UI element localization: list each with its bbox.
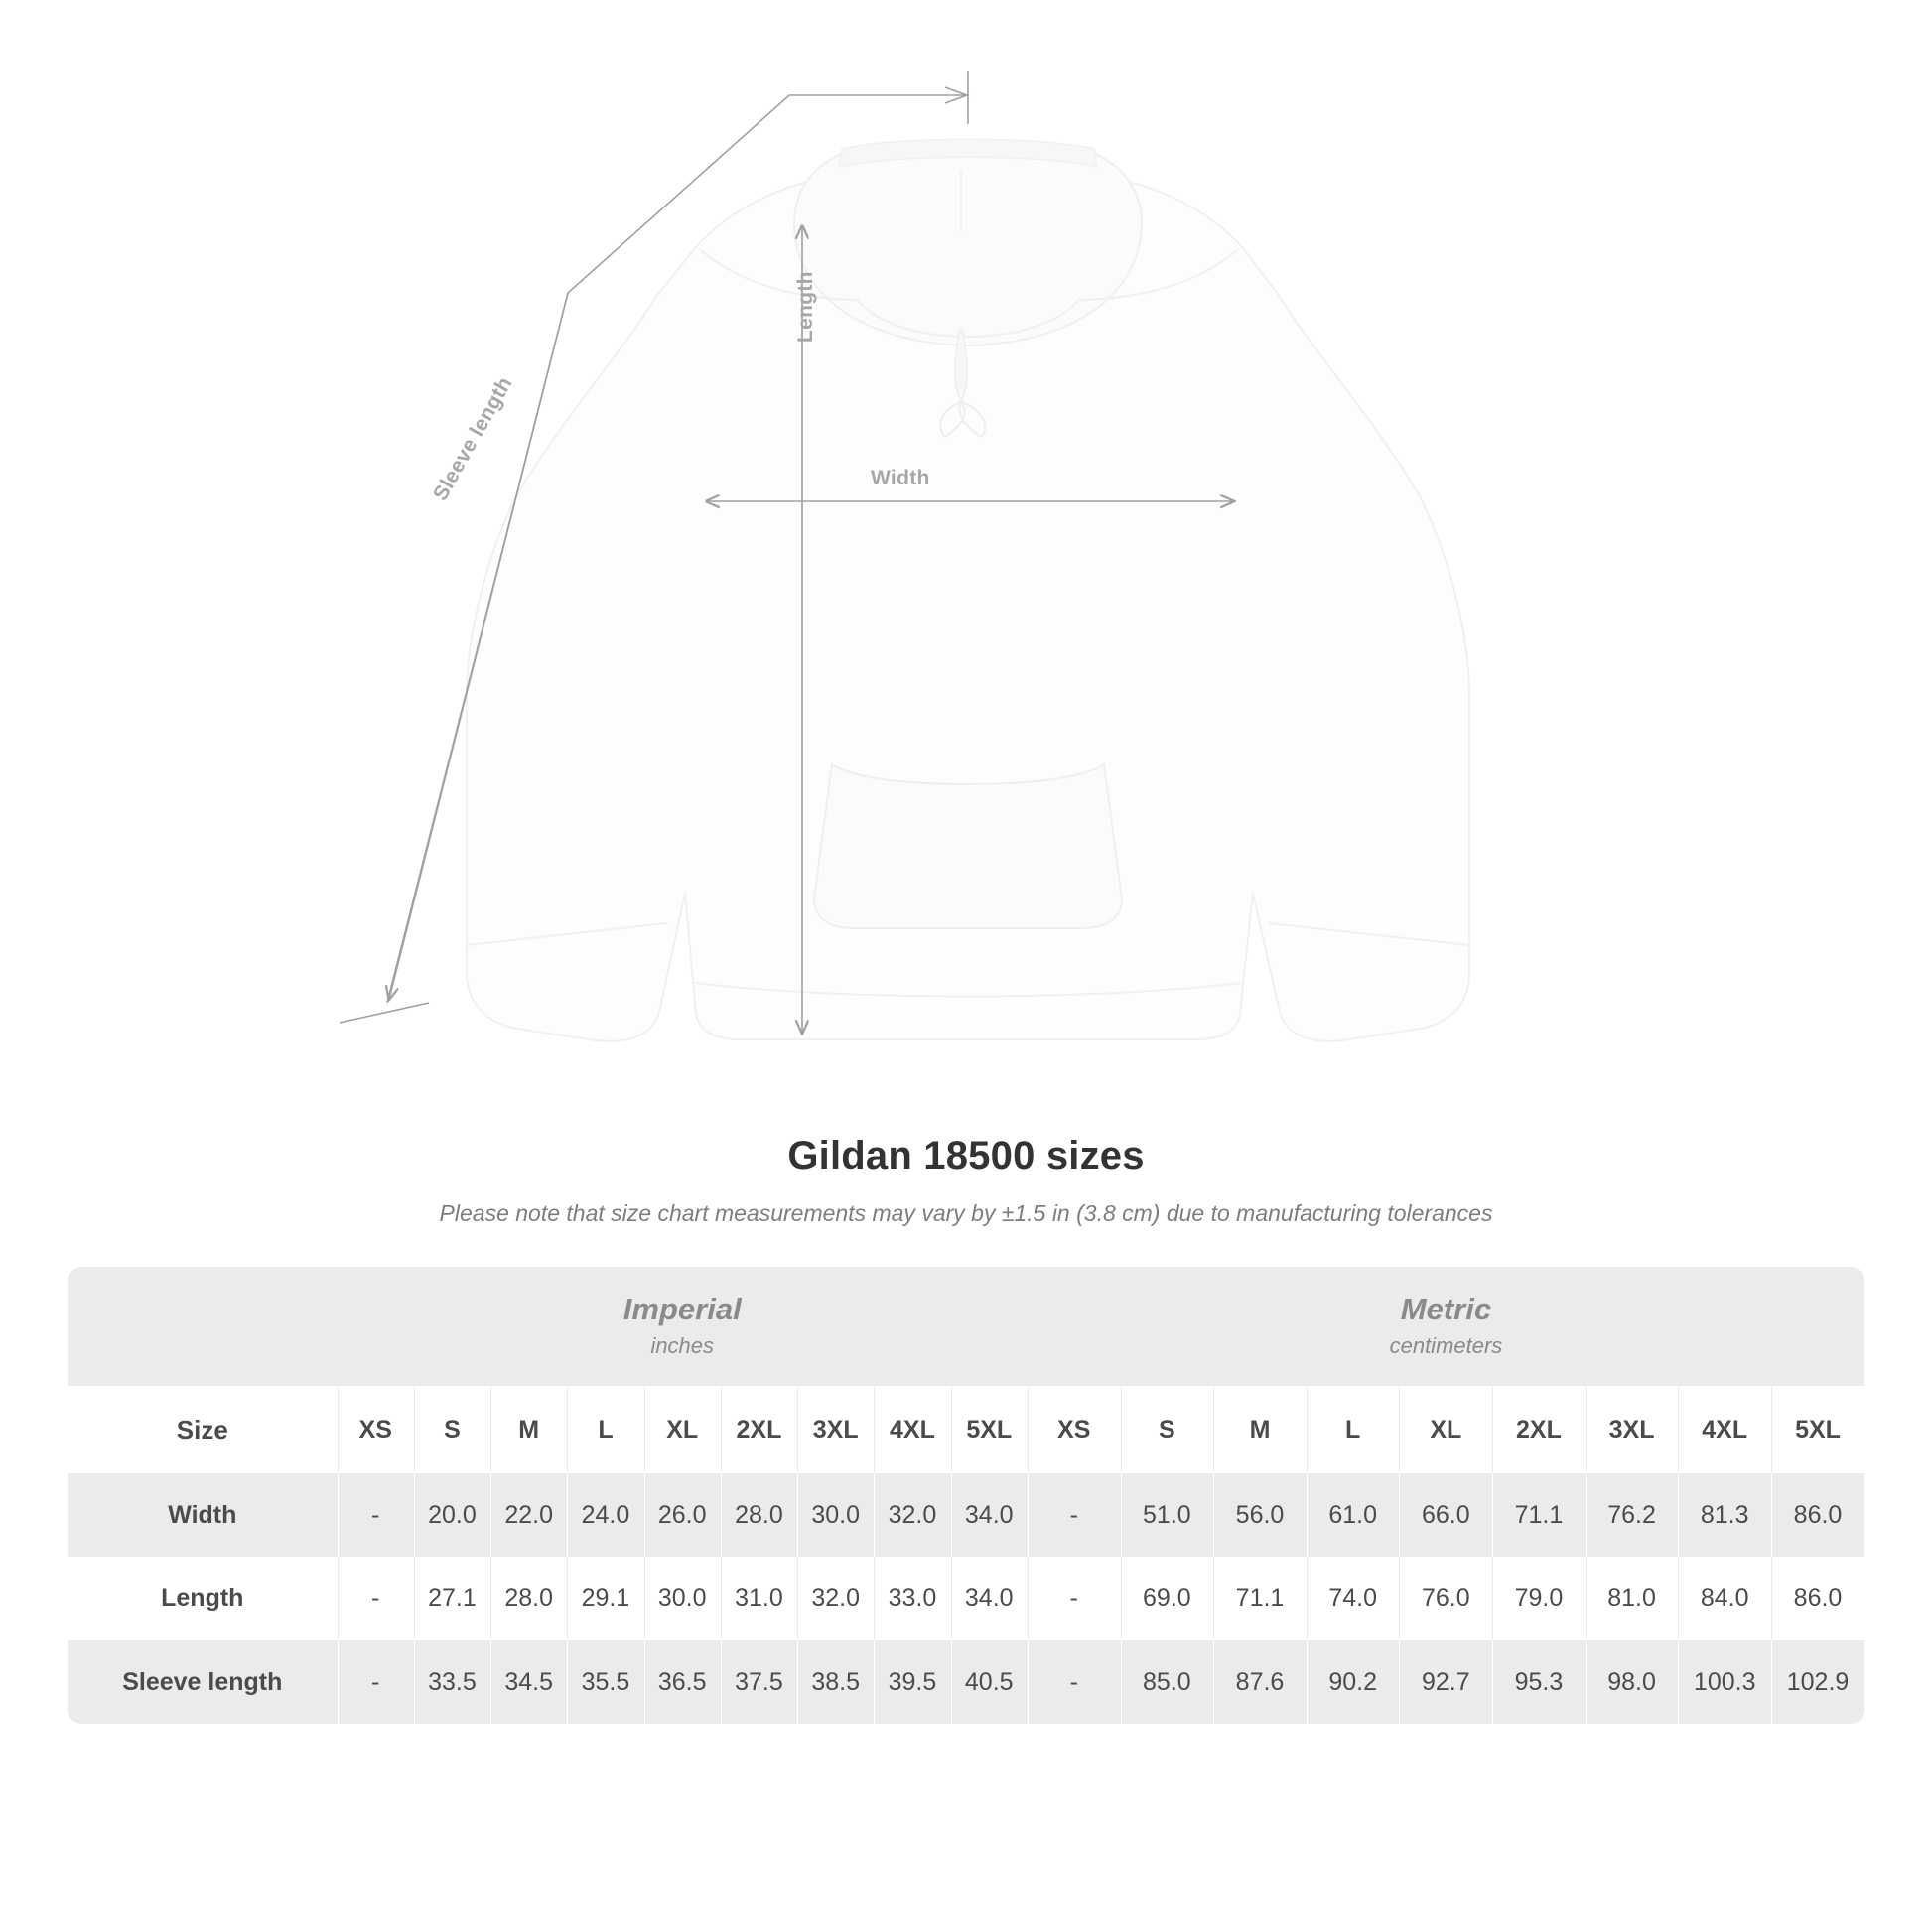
cell-sleeve-metric-s: 85.0 bbox=[1121, 1640, 1214, 1724]
size-header-metric-s: S bbox=[1121, 1386, 1214, 1473]
cell-length-metric-l: 74.0 bbox=[1307, 1557, 1400, 1640]
size-chart-table bbox=[68, 1267, 1864, 1724]
size-header-imperial-xs: XS bbox=[338, 1386, 414, 1473]
cell-length-metric-3xl: 81.0 bbox=[1586, 1557, 1679, 1640]
length-dimension-label: Length bbox=[794, 271, 817, 343]
cell-width-imperial-s: 20.0 bbox=[414, 1473, 490, 1557]
system-name-metric: Metric bbox=[1400, 1292, 1492, 1327]
cell-width-imperial-4xl: 32.0 bbox=[874, 1473, 950, 1557]
system-unit-metric: centimeters bbox=[1389, 1332, 1503, 1358]
size-header-metric-3xl: 3XL bbox=[1586, 1386, 1679, 1473]
cell-width-metric-5xl: 86.0 bbox=[1771, 1473, 1864, 1557]
cell-sleeve-imperial-l: 35.5 bbox=[567, 1640, 643, 1724]
cell-length-imperial-l: 29.1 bbox=[567, 1557, 643, 1640]
table-row-sleeve-length bbox=[68, 1640, 1864, 1724]
cell-sleeve-imperial-s: 33.5 bbox=[414, 1640, 490, 1724]
system-header-spacer bbox=[68, 1267, 338, 1386]
row-label-width: Width bbox=[68, 1473, 338, 1557]
cell-width-metric-m: 56.0 bbox=[1213, 1473, 1307, 1557]
cell-width-metric-2xl: 71.1 bbox=[1492, 1473, 1586, 1557]
cell-sleeve-imperial-5xl: 40.5 bbox=[951, 1640, 1028, 1724]
cell-length-imperial-4xl: 33.0 bbox=[874, 1557, 950, 1640]
size-header-imperial-xl: XL bbox=[644, 1386, 721, 1473]
cell-width-imperial-l: 24.0 bbox=[567, 1473, 643, 1557]
width-dimension-label: Width bbox=[871, 467, 930, 489]
cell-width-imperial-xl: 26.0 bbox=[644, 1473, 721, 1557]
cell-length-metric-5xl: 86.0 bbox=[1771, 1557, 1864, 1640]
cell-width-metric-s: 51.0 bbox=[1121, 1473, 1214, 1557]
cell-length-metric-m: 71.1 bbox=[1213, 1557, 1307, 1640]
table-system-header-row bbox=[68, 1267, 1864, 1386]
cell-sleeve-metric-l: 90.2 bbox=[1307, 1640, 1400, 1724]
cell-length-imperial-xl: 30.0 bbox=[644, 1557, 721, 1640]
cell-width-metric-xl: 66.0 bbox=[1399, 1473, 1492, 1557]
cell-width-metric-xs: - bbox=[1028, 1473, 1121, 1557]
size-table-wrapper bbox=[68, 1267, 1864, 1724]
table-row-length bbox=[68, 1557, 1864, 1640]
cell-sleeve-imperial-4xl: 39.5 bbox=[874, 1640, 950, 1724]
cell-width-imperial-3xl: 30.0 bbox=[797, 1473, 874, 1557]
cell-width-imperial-5xl: 34.0 bbox=[951, 1473, 1028, 1557]
cell-length-metric-4xl: 84.0 bbox=[1678, 1557, 1771, 1640]
cell-sleeve-metric-5xl: 102.9 bbox=[1771, 1640, 1864, 1724]
table-size-header-row bbox=[68, 1386, 1864, 1473]
cell-length-metric-s: 69.0 bbox=[1121, 1557, 1214, 1640]
tolerance-note: Please note that size chart measurements may vary by ±1.5 in (3.8 cm) due to manufacturing tolerances bbox=[439, 1200, 1493, 1226]
row-label-length: Length bbox=[68, 1557, 338, 1640]
size-header-imperial-s: S bbox=[414, 1386, 490, 1473]
size-header-metric-4xl: 4XL bbox=[1678, 1386, 1771, 1473]
size-header-imperial-3xl: 3XL bbox=[797, 1386, 874, 1473]
table-row-width bbox=[68, 1473, 1864, 1557]
cell-sleeve-metric-4xl: 100.3 bbox=[1678, 1640, 1771, 1724]
cell-width-metric-4xl: 81.3 bbox=[1678, 1473, 1771, 1557]
size-header-imperial-4xl: 4XL bbox=[874, 1386, 950, 1473]
size-header-metric-5xl: 5XL bbox=[1771, 1386, 1864, 1473]
cell-sleeve-imperial-2xl: 37.5 bbox=[721, 1640, 797, 1724]
size-header-imperial-l: L bbox=[567, 1386, 643, 1473]
size-header-imperial-2xl: 2XL bbox=[721, 1386, 797, 1473]
cell-length-imperial-5xl: 34.0 bbox=[951, 1557, 1028, 1640]
size-header-metric-xs: XS bbox=[1028, 1386, 1121, 1473]
system-name-imperial: Imperial bbox=[622, 1292, 742, 1327]
cell-length-imperial-m: 28.0 bbox=[490, 1557, 567, 1640]
page-title: Gildan 18500 sizes bbox=[787, 1134, 1145, 1177]
cell-sleeve-metric-3xl: 98.0 bbox=[1586, 1640, 1679, 1724]
cell-sleeve-metric-m: 87.6 bbox=[1213, 1640, 1307, 1724]
sleeve-length-dimension-label: Sleeve length bbox=[429, 372, 517, 505]
cell-length-metric-2xl: 79.0 bbox=[1492, 1557, 1586, 1640]
cell-width-imperial-m: 22.0 bbox=[490, 1473, 567, 1557]
hoodie-shape bbox=[467, 139, 1469, 1041]
cell-width-imperial-2xl: 28.0 bbox=[721, 1473, 797, 1557]
cell-length-metric-xl: 76.0 bbox=[1399, 1557, 1492, 1640]
cell-width-metric-3xl: 76.2 bbox=[1586, 1473, 1679, 1557]
size-header-metric-m: M bbox=[1213, 1386, 1307, 1473]
cell-sleeve-imperial-3xl: 38.5 bbox=[797, 1640, 874, 1724]
cell-sleeve-metric-xl: 92.7 bbox=[1399, 1640, 1492, 1724]
size-header-imperial-5xl: 5XL bbox=[951, 1386, 1028, 1473]
cell-length-imperial-2xl: 31.0 bbox=[721, 1557, 797, 1640]
cell-length-imperial-3xl: 32.0 bbox=[797, 1557, 874, 1640]
chart-heading bbox=[0, 1134, 1932, 1227]
row-label-sleeve-length: Sleeve length bbox=[68, 1640, 338, 1724]
cell-sleeve-metric-2xl: 95.3 bbox=[1492, 1640, 1586, 1724]
system-header-metric bbox=[1028, 1267, 1864, 1386]
cell-width-metric-l: 61.0 bbox=[1307, 1473, 1400, 1557]
row-header-size: Size bbox=[68, 1386, 338, 1473]
size-header-metric-2xl: 2XL bbox=[1492, 1386, 1586, 1473]
size-header-metric-l: L bbox=[1307, 1386, 1400, 1473]
cell-sleeve-metric-xs: - bbox=[1028, 1640, 1121, 1724]
cell-length-imperial-s: 27.1 bbox=[414, 1557, 490, 1640]
system-unit-imperial: inches bbox=[650, 1332, 715, 1358]
cell-width-imperial-xs: - bbox=[338, 1473, 414, 1557]
cell-length-metric-xs: - bbox=[1028, 1557, 1121, 1640]
cell-sleeve-imperial-m: 34.5 bbox=[490, 1640, 567, 1724]
cell-sleeve-imperial-xs: - bbox=[338, 1640, 414, 1724]
system-header-imperial bbox=[338, 1267, 1028, 1386]
size-header-imperial-m: M bbox=[490, 1386, 567, 1473]
cell-sleeve-imperial-xl: 36.5 bbox=[644, 1640, 721, 1724]
size-header-metric-xl: XL bbox=[1399, 1386, 1492, 1473]
cell-length-imperial-xs: - bbox=[338, 1557, 414, 1640]
